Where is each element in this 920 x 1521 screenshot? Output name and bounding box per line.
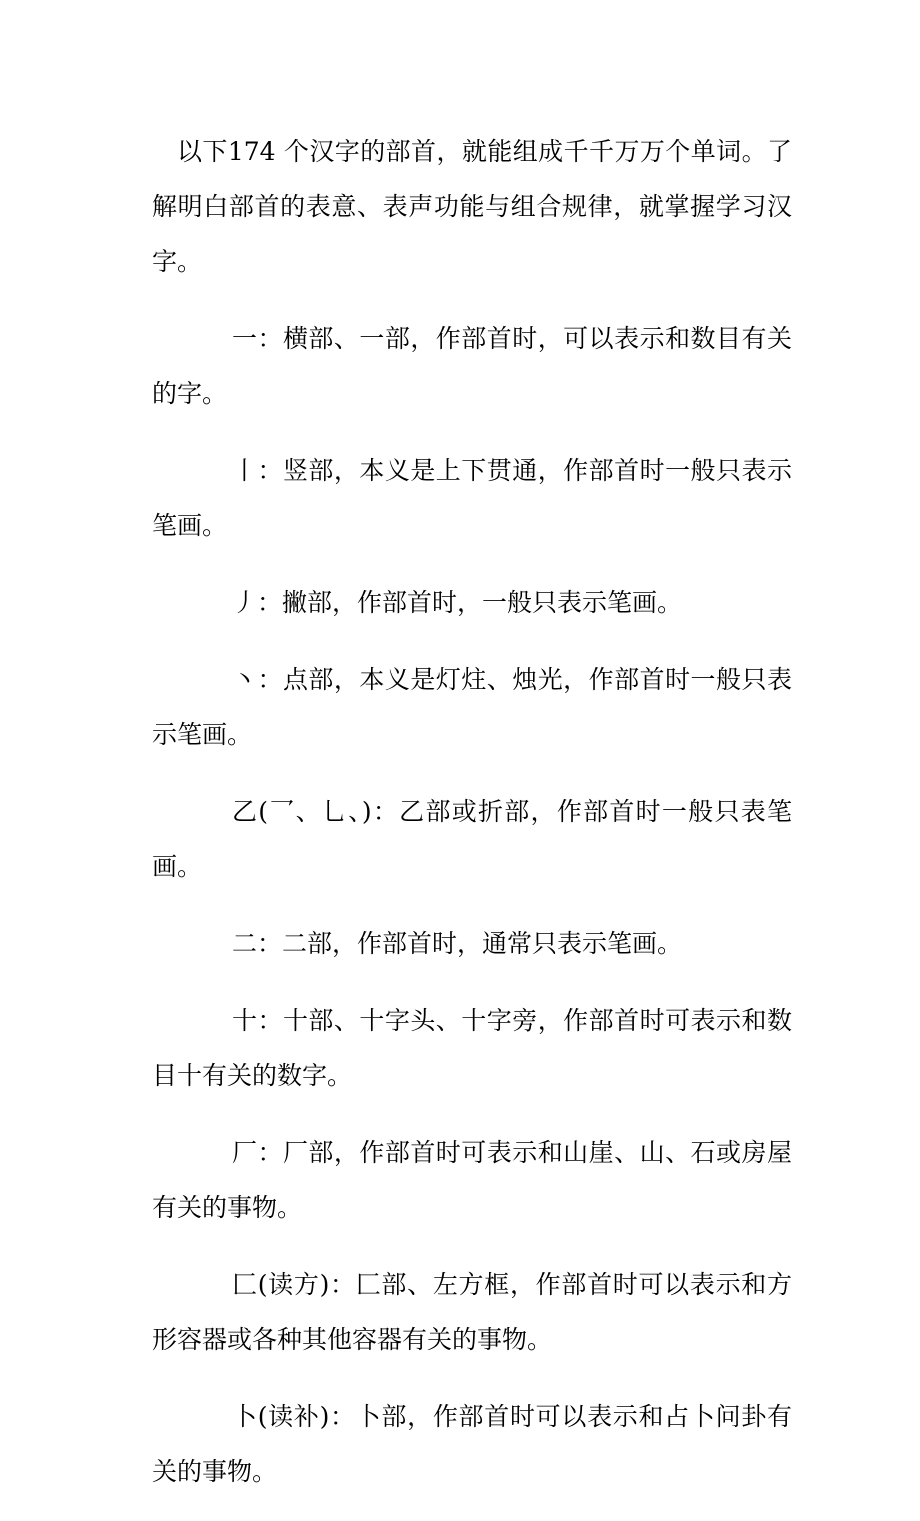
radical-entry-heng: 一：横部、一部，作部首时，可以表示和数目有关的字。 [152, 324, 792, 408]
radical-entry-dian: 丶：点部，本义是灯炷、烛光，作部首时一般只表示笔画。 [152, 665, 792, 749]
radical-entry-er: 二：二部，作部首时，通常只表示笔画。 [232, 929, 683, 958]
radical-entry-fang: 匚(读方)：匚部、左方框，作部首时可以表示和方形容器或各种其他容器有关的事物。 [152, 1270, 792, 1354]
radical-entry-shi: 十：十部、十字头、十字旁，作部首时可表示和数目十有关的数字。 [152, 1006, 792, 1090]
intro-paragraph: 以下174 个汉字的部首，就能组成千千万万个单词。了解明白部首的表意、表声功能与组合规律，就掌握学习汉字。 [152, 137, 792, 276]
radical-entry-chang: 厂：厂部，作部首时可表示和山崖、山、石或房屋有关的事物。 [152, 1138, 792, 1222]
radical-entry-pie: 丿：撇部，作部首时，一般只表示笔画。 [232, 588, 683, 617]
radical-entry-shu: 丨：竖部，本义是上下贯通，作部首时一般只表示笔画。 [152, 456, 792, 540]
document-body [152, 124, 792, 1521]
radical-entry-yi: 乙(乛、乚、)：乙部或折部，作部首时一般只表笔画。 [152, 797, 792, 881]
radical-entry-bu: 卜(读补)：卜部，作部首时可以表示和占卜问卦有关的事物。 [152, 1402, 792, 1486]
